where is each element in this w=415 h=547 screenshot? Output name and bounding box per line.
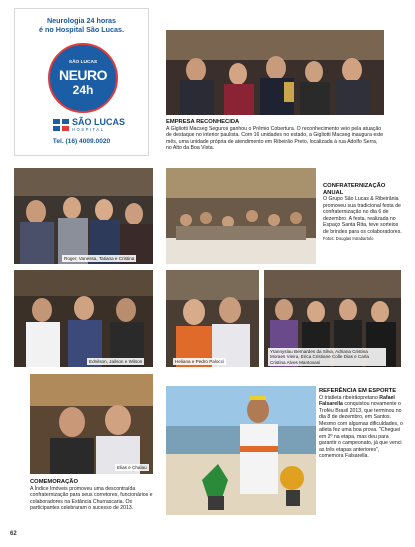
caption-ytannyslau: Ytannyslau Bernardes da Silva, Adriana Cristina Moraes Vieira, Erica Cristiane Colle Dias e Carla Cristina Alves Mantovani [268, 348, 386, 366]
photo-ednilson-group [14, 270, 153, 367]
ad-phone: Tel. (16) 4009.0020 [52, 138, 111, 145]
article-comem-heading: COMEMORAÇÃO [30, 479, 78, 485]
article-esporte-heading: REFERÊNCIA EM ESPORTE [319, 388, 397, 394]
article-esporte-body-pre: O triatleta ribeirãopretano [319, 394, 380, 401]
caption-ednilson: Ednilson, Jailson e Wilson [89, 358, 143, 364]
article-confra [323, 183, 403, 242]
article-confra-body: O Grupo São Lucas & Ribeirânia promoveu sua tradicional festa de confraternização no dia 6 de dezembro. A festa, realizada no Espaço Santa Rita, teve sorteios de brindes para os colaboradores. [323, 196, 402, 235]
athlete-name: Rafael Falsarella [319, 394, 395, 408]
ad-logo-name: SÃO LUCAS [72, 117, 126, 127]
ad-logo-sub: HOSPITAL [72, 127, 105, 132]
article-confra-credit: Fotos: Douglas Intrabartolo [323, 236, 374, 242]
badge-top-text: SÃO LUCAS [68, 60, 98, 65]
photo-athlete [166, 386, 316, 515]
article-empresa-heading: EMPRESA RECONHECIDA [166, 119, 240, 125]
caption-heliana: Heliana e Pedro Palocci [175, 358, 225, 364]
article-esporte [319, 388, 403, 460]
photo-party-hall [166, 168, 316, 264]
photo-heliana-pedro [166, 270, 259, 367]
hospital-ad [14, 8, 149, 156]
article-esporte-body [319, 395, 403, 460]
article-comem-body: A Índice Imóveis promoveu uma descontraída confraternização para seus corretores, funcionários e colaboradores na Estância Churrascaria. Os participantes celebraram o sucesso de 2013. [30, 485, 153, 512]
article-esporte-body-post: conquistou novamente o Troféu Brasil 2013, que terminou no dia 8 de dezembro, em Santos. Mesmo com algumas dificuldades, o atleta fez uma boa prova. "Cheguei em 2º na etapa, mas deu para garantir o campeonato, já que venci as três etapas anteriores", comemora Falsarella. [319, 401, 403, 460]
photo-award-group [166, 30, 384, 115]
article-comem [30, 479, 153, 512]
neuro-24h-badge [48, 43, 118, 113]
ad-headline: Neurologia 24 horas é no Hospital São Lucas. [38, 16, 125, 34]
badge-sub-text: 24h [72, 83, 94, 97]
caption-elias: Elias e Chalau [117, 464, 147, 470]
hospital-logo-icon [53, 119, 69, 131]
article-confra-heading: CONFRATERNIZAÇÃO ANUAL [323, 183, 386, 196]
caption-roger: Roger, Vanessa, Tatiana e Cristina [64, 255, 135, 261]
article-empresa-body: A Gigliotti Macseg Seguros ganhou o Prêmio Cobertura. O reconhecimento veio pela atuação de destaque no interior paulista. Com 16 unidades no estado, a Gigliotti Macseg inaugura este mês, uma unidade própria de atendimento em Ribeirão Preto, localizada à rua Adolfo Serra, no Alto da Boa Vista. [166, 125, 384, 152]
article-empresa [166, 119, 384, 152]
photo-roger-group [14, 168, 153, 264]
badge-main-text: NEURO [58, 67, 108, 83]
page-number: 62 [10, 531, 17, 537]
photo-elias-chalau [30, 374, 153, 474]
